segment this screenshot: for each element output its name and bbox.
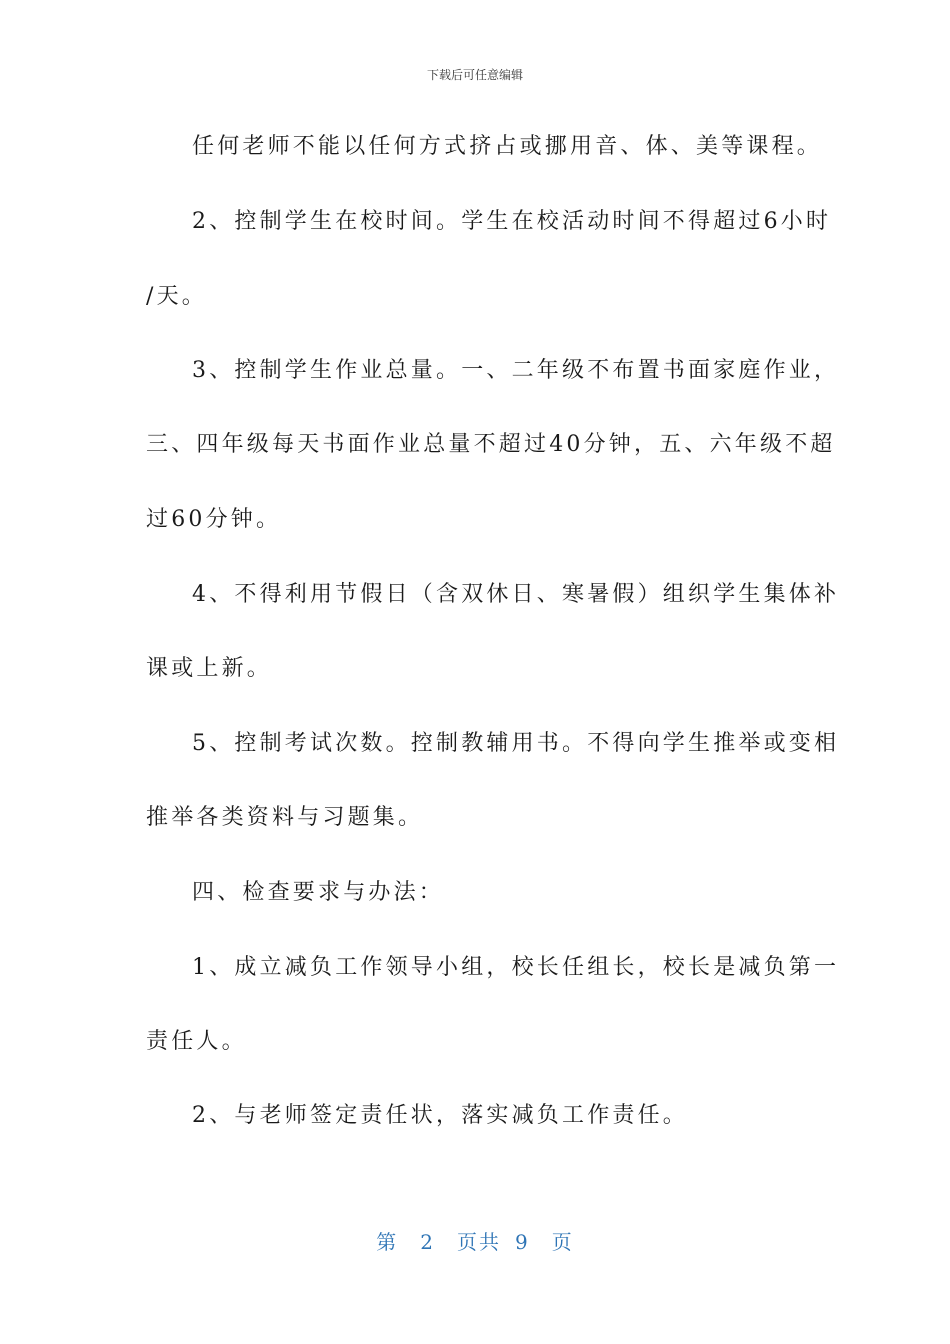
paragraph-line: 2、与老师签定责任状，落实减负工作责任。 bbox=[192, 1103, 688, 1128]
paragraph-line: 推举各类资料与习题集。 bbox=[146, 805, 424, 830]
paragraph-line: 任何老师不能以任何方式挤占或挪用音、体、美等课程。 bbox=[192, 134, 823, 159]
paragraph-line: /天。 bbox=[146, 284, 208, 309]
paragraph-line: 4、不得利用节假日（含双休日、寒暑假）组织学生集体补 bbox=[192, 582, 840, 607]
footer-prefix: 第 bbox=[376, 1230, 399, 1254]
header-note: 下载后可任意编辑 bbox=[426, 68, 523, 82]
section-heading: 四、检查要求与办法： bbox=[192, 880, 445, 905]
paragraph-line: 5、控制考试次数。控制教辅用书。不得向学生推举或变相 bbox=[192, 731, 840, 756]
paragraph-line: 三、四年级每天书面作业总量不超过40分钟，五、六年级不超 bbox=[146, 432, 836, 457]
paragraph-line: 1、成立减负工作领导小组，校长任组长，校长是减负第一 bbox=[192, 955, 840, 980]
paragraph-line: 3、控制学生作业总量。一、二年级不布置书面家庭作业， bbox=[192, 358, 840, 383]
footer-suffix: 页 bbox=[551, 1230, 574, 1254]
current-page-number: 2 bbox=[420, 1230, 435, 1254]
total-page-number: 9 bbox=[515, 1230, 530, 1254]
paragraph-line: 2、控制学生在校时间。学生在校活动时间不得超过6小时 bbox=[192, 209, 832, 234]
paragraph-line: 课或上新。 bbox=[146, 656, 273, 681]
paragraph-line: 过60分钟。 bbox=[146, 507, 282, 532]
page-footer bbox=[0, 1226, 950, 1255]
footer-middle: 页共 bbox=[457, 1230, 501, 1254]
paragraph-line: 责任人。 bbox=[146, 1029, 247, 1054]
